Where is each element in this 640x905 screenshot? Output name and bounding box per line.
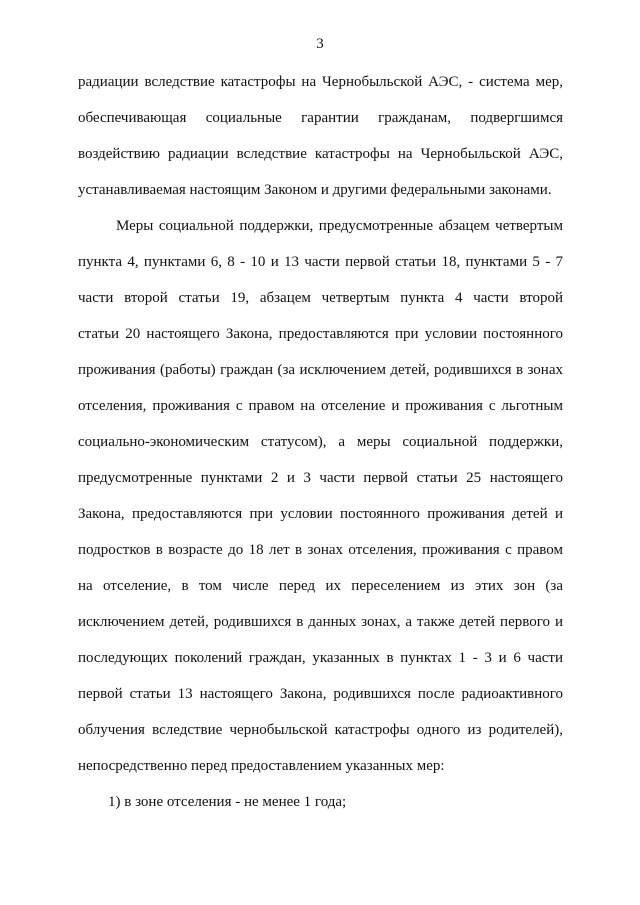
text-line: непосредственно перед предоставлением указанных мер: — [78, 758, 445, 774]
text-line: исключением детей, родившихся в данных зонах, а также детей первого и — [78, 614, 563, 630]
paragraph-continuation — [78, 64, 563, 208]
text-line: 1) в зоне отселения - не менее 1 года; — [108, 794, 347, 810]
paragraph-social-support-measures — [78, 208, 563, 784]
text-line: обеспечивающая социальные гарантии гражданам, подвергшимся — [78, 110, 563, 126]
document-body — [78, 64, 563, 820]
text-line: статьи 20 настоящего Закона, предоставляются при условии постоянного — [78, 326, 563, 342]
text-line: воздействию радиации вследствие катастрофы на Чернобыльской АЭС, — [78, 146, 563, 162]
text-line: предусмотренные пунктами 2 и 3 части первой статьи 25 настоящего — [78, 470, 563, 486]
list-item — [78, 784, 563, 820]
text-line: устанавливаемая настоящим Законом и другими федеральными законами. — [78, 182, 552, 198]
text-line: Меры социальной поддержки, предусмотренные абзацем четвертым — [116, 218, 563, 234]
text-line: части второй статьи 19, абзацем четвертым пункта 4 части второй — [78, 290, 563, 306]
text-line: радиации вследствие катастрофы на Чернобыльской АЭС, - система мер, — [78, 74, 563, 90]
text-line: на отселение, в том числе перед их переселением из этих зон (за — [78, 578, 563, 594]
text-line: социально-экономическим статусом), а меры социальной поддержки, — [78, 434, 563, 450]
text-line: первой статьи 13 настоящего Закона, родившихся после радиоактивного — [78, 686, 563, 702]
text-line: облучения вследствие чернобыльской катастрофы одного из родителей), — [78, 722, 563, 738]
text-line: последующих поколений граждан, указанных в пунктах 1 - 3 и 6 части — [78, 650, 563, 666]
text-line: Закона, предоставляются при условии постоянного проживания детей и — [78, 506, 563, 522]
text-line: проживания (работы) граждан (за исключением детей, родившихся в зонах — [78, 362, 563, 378]
text-line: пункта 4, пунктами 6, 8 - 10 и 13 части первой статьи 18, пунктами 5 - 7 — [78, 254, 563, 270]
text-line: подростков в возрасте до 18 лет в зонах отселения, проживания с правом — [78, 542, 563, 558]
text-line: отселения, проживания с правом на отселение и проживания с льготным — [78, 398, 563, 414]
page-number: 3 — [316, 36, 324, 52]
